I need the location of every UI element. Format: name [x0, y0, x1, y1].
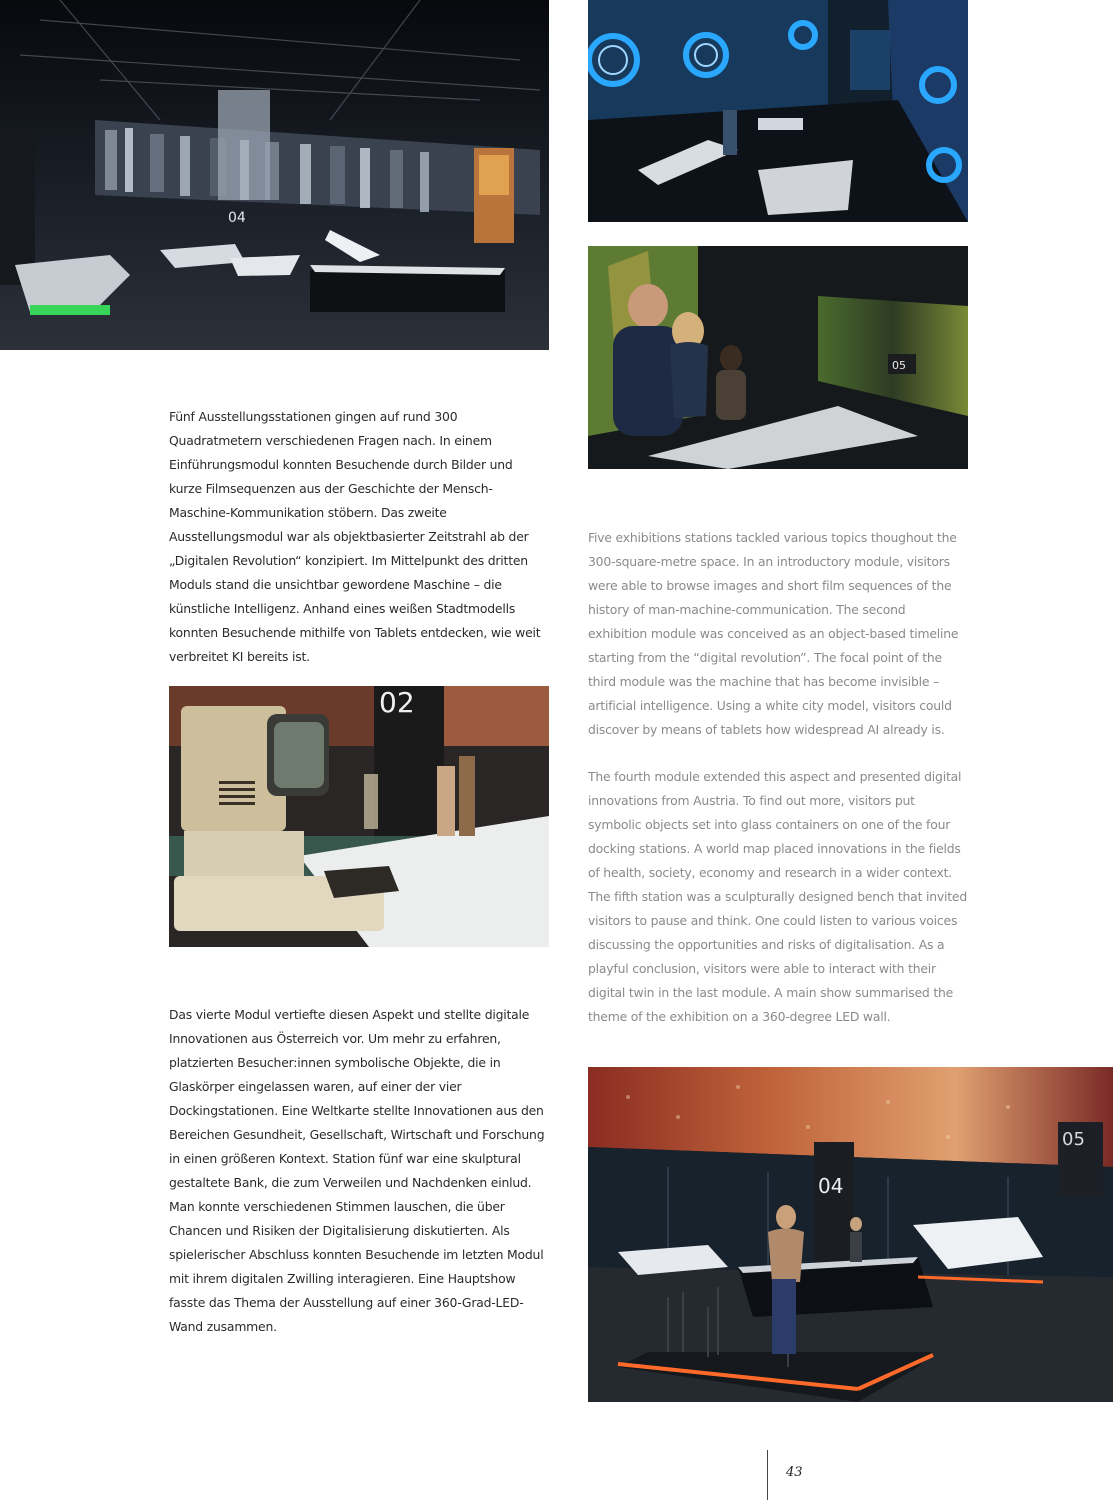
photo-exhibition-hall [0, 0, 549, 350]
station-05-sign-large: 05 [1062, 1129, 1085, 1150]
page-number: 43 [786, 1465, 803, 1480]
photo-retro-computer [169, 686, 549, 947]
station-04-sign-large: 04 [818, 1174, 844, 1198]
english-modules-paragraph: The fourth module extended this aspect and presented digital innovations from Austria. To find out more, visitors put symbolic objects set into glass containers on one of the four docking stations. A world map placed innovations in the fields of health, society, economy and research in a wider context. The fifth station was a sculpturally designed bench that invited visitors to pause and think. One could listen to various voices discussing the opportunities and risks of digitalisation. As a playful conclusion, visitors were able to interact with their digital twin in the last module. A main show summarised the theme of the exhibition on a 360-degree LED wall. [588, 769, 967, 1024]
german-intro-paragraph: Fünf Ausstellungsstationen gingen auf rund 300 Quadratmetern verschiedenen Fragen nach. In einem Einführungsmodul konnten Besuchende durch Bilder und kurze Filmsequenzen aus der Geschichte der Mensch-Maschine-Kommunikation stöbern. Das zweite Ausstellungsmodul war als objektbasierter Zeitstrahl ab der „Digitalen Revolution“ konzipiert. Im Mittelpunkt des dritten Moduls stand die unsichtbar gewordene Maschine – die künstliche Intelligenz. Anhand eines weißen Stadtmodells konnten Besuchende mithilfe von Tablets entdecken, wie weit verbreitet KI bereits ist. [169, 409, 541, 664]
photo-visitors-forest-room [588, 246, 968, 469]
station-04-sign: 04 [228, 210, 246, 226]
footer-divider [767, 1450, 768, 1500]
station-05-sign: 05 [892, 359, 906, 372]
photo-360-led-hall [588, 1067, 1113, 1402]
station-02-sign: 02 [379, 686, 415, 719]
english-intro-paragraph: Five exhibitions stations tackled various topics thoughout the 300-square-metre space. In an introductory module, visitors were able to browse images and short film sequences of the history of man-machine-communication. The second exhibition module was conceived as an object-based timeline starting from the “digital revolution”. The focal point of the third module was the machine that has become invisible – artificial intelligence. Using a white city model, visitors could discover by means of tablets how widespread AI already is. [588, 530, 959, 737]
german-modules-paragraph: Das vierte Modul vertiefte diesen Aspekt und stellte digitale Innovationen aus Österreich vor. Um mehr zu erfahren, platzierten Besucher:innen symbolische Objekte, die in Glaskörper eingelassen waren, auf einer der vier Dockingstationen. Eine Weltkarte stellte Innovationen aus den Bereichen Gesundheit, Gesellschaft, Wirtschaft und Forschung in einen größeren Kontext. Station fünf war eine skulptural gestaltete Bank, die zum Verweilen und Nachdenken einlud. Man konnte verschiedenen Stimmen lauschen, die über Chancen und Risiken der Digitalisierung diskutierten. Als spielerischer Abschluss konnten Besuchende im letzten Modul mit ihrem digitalen Zwilling interagieren. Eine Hauptshow fasste das Thema der Ausstellung auf einer 360-Grad-LED-Wand zusammen. [169, 1007, 545, 1334]
photo-blue-rings-room [588, 0, 968, 222]
